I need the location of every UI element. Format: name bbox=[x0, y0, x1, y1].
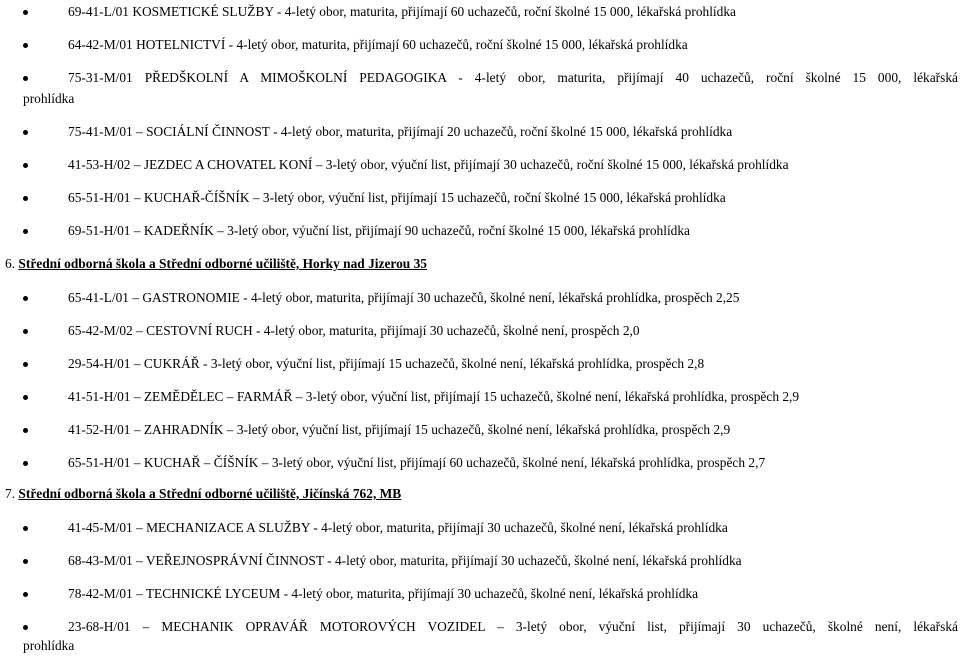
list-item: 41-53-H/02 – JEZDEC A CHOVATEL KONÍ – 3-letý obor, výuční list, přijímají 30 uchazečů, roční školné 15 000, lékařská prohlídka bbox=[68, 157, 789, 172]
list-item: 69-41-L/01 KOSMETICKÉ SLUŽBY - 4-letý obor, maturita, přijímají 60 uchazečů, roční školné 15 000, lékařská prohlídka bbox=[68, 4, 736, 19]
bullet-icon bbox=[23, 592, 28, 597]
section-number: 6. bbox=[5, 256, 16, 271]
bullet-icon bbox=[23, 526, 28, 531]
bullet-icon bbox=[23, 559, 28, 564]
list-item: 69-51-H/01 – KADEŘNÍK – 3-letý obor, výuční list, přijímají 90 uchazečů, roční školné 15 000, lékařská prohlídka bbox=[68, 223, 690, 238]
bullet-icon bbox=[23, 329, 28, 334]
bullet-icon bbox=[23, 625, 28, 630]
list-item: 41-51-H/01 – ZEMĚDĚLEC – FARMÁŘ – 3-letý obor, výuční list, přijímají 15 uchazečů, školné není, lékařská prohlídka, prospěch 2,9 bbox=[68, 389, 800, 404]
list-item-continuation: prohlídka bbox=[23, 91, 75, 106]
bullet-icon bbox=[23, 43, 28, 48]
list-item: 65-51-H/01 – KUCHAŘ-ČÍŠNÍK – 3-letý obor, výuční list, přijímají 15 uchazečů, roční školné 15 000, lékařská prohlídka bbox=[68, 190, 726, 205]
bullet-icon bbox=[23, 461, 28, 466]
section-title: Střední odborná škola a Střední odborné učiliště, Horky nad Jizerou 35 bbox=[18, 256, 427, 271]
list-item: 75-41-M/01 – SOCIÁLNÍ ČINNOST - 4-letý obor, maturita, přijímají 20 uchazečů, roční školné 15 000, lékařská prohlídka bbox=[68, 124, 733, 139]
bullet-icon bbox=[23, 229, 28, 234]
list-item: 29-54-H/01 – CUKRÁŘ - 3-letý obor, výuční list, přijímají 15 uchazečů, školné není, lékařská prohlídka, prospěch 2,8 bbox=[68, 356, 705, 371]
bullet-icon bbox=[23, 428, 28, 433]
bullet-icon bbox=[23, 362, 28, 367]
bullet-icon bbox=[23, 163, 28, 168]
bullet-icon bbox=[23, 130, 28, 135]
list-item: 41-45-M/01 – MECHANIZACE A SLUŽBY - 4-letý obor, maturita, přijímají 30 uchazečů, školné není, lékařská prohlídka bbox=[68, 520, 728, 535]
list-item: 75-31-M/01 PŘEDŠKOLNÍ A MIMOŠKOLNÍ PEDAGOGIKA - 4-letý obor, maturita, přijímají 40 uchazečů, roční školné 15 000, lékařská bbox=[68, 70, 958, 85]
list-item: 65-51-H/01 – KUCHAŘ – ČÍŠNÍK – 3-letý obor, výuční list, přijímají 60 uchazečů, školné není, lékařská prohlídka, prospěch 2,7 bbox=[68, 455, 766, 470]
section-number: 7. bbox=[5, 486, 16, 501]
list-item-continuation: prohlídka bbox=[23, 638, 75, 653]
list-item: 65-41-L/01 – GASTRONOMIE - 4-letý obor, maturita, přijímají 30 uchazečů, školné není, lékařská prohlídka, prospěch 2,25 bbox=[68, 290, 740, 305]
list-item: 78-42-M/01 – TECHNICKÉ LYCEUM - 4-letý obor, maturita, přijímají 30 uchazečů, školné není, lékařská prohlídka bbox=[68, 586, 699, 601]
section-heading bbox=[5, 486, 401, 502]
section-title: Střední odborná škola a Střední odborné učiliště, Jičínská 762, MB bbox=[18, 486, 402, 501]
bullet-icon bbox=[23, 196, 28, 201]
list-item: 41-52-H/01 – ZAHRADNÍK – 3-letý obor, výuční list, přijímají 15 uchazečů, školné není, lékařská prohlídka, prospěch 2,9 bbox=[68, 422, 731, 437]
list-item: 68-43-M/01 – VEŘEJNOSPRÁVNÍ ČINNOST - 4-letý obor, maturita, přijímají 30 uchazečů, školné není, lékařská prohlídka bbox=[68, 553, 742, 568]
section-heading bbox=[5, 256, 427, 272]
bullet-icon bbox=[23, 76, 28, 81]
bullet-icon bbox=[23, 10, 28, 15]
bullet-icon bbox=[23, 296, 28, 301]
list-item: 64-42-M/01 HOTELNICTVÍ - 4-letý obor, maturita, přijímají 60 uchazečů, roční školné 15 000, lékařská prohlídka bbox=[68, 37, 688, 52]
list-item: 65-42-M/02 – CESTOVNÍ RUCH - 4-letý obor, maturita, přijímají 30 uchazečů, školné není, prospěch 2,0 bbox=[68, 323, 640, 338]
bullet-icon bbox=[23, 395, 28, 400]
list-item: 23-68-H/01 – MECHANIK OPRAVÁŘ MOTOROVÝCH VOZIDEL – 3-letý obor, výuční list, přijímají 30 uchazečů, školné není, lékařská bbox=[68, 619, 958, 634]
